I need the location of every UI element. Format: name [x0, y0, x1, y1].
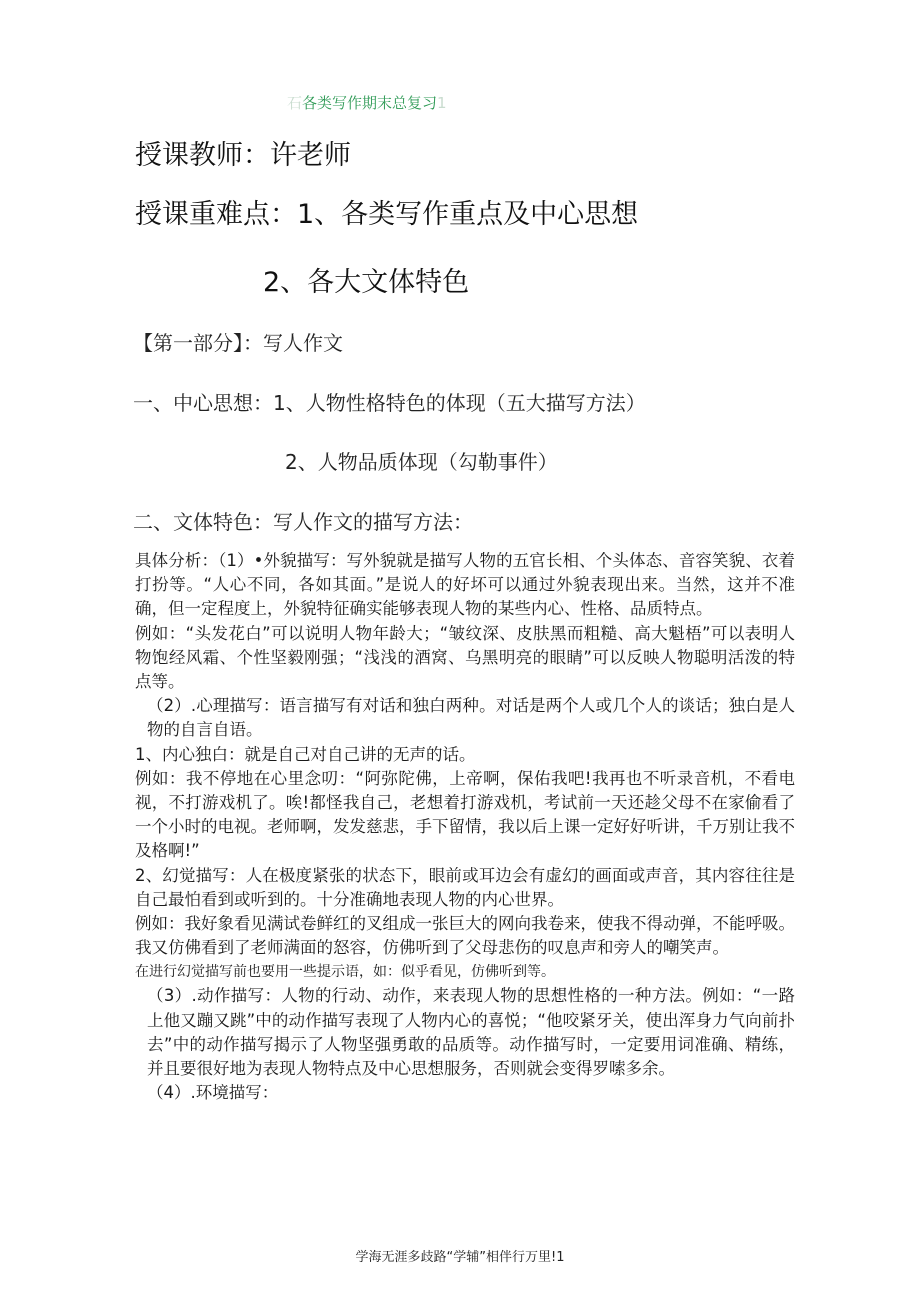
- part-heading: 【第一部分】：写人作文: [133, 331, 343, 355]
- header-ghost-prefix: 石: [287, 94, 303, 112]
- header-ghost-suffix: 1: [437, 94, 447, 112]
- paragraph-environment: （4）.环境描写：: [147, 1083, 279, 1103]
- teacher-line: 授课教师：许老师: [135, 140, 351, 171]
- paragraph-hallucination: 2、幻觉描写：人在极度紧张的状态下，眼前或耳边会有虚幻的画面或声音，其内容往往是自己最怕看到或听到的。十分准确地表现人物的内心世界。: [135, 865, 795, 909]
- focus-line-1: 授课重难点：1、各类写作重点及中心思想: [135, 199, 639, 230]
- paragraph-psychology: （2）.心理描写：语言描写有对话和独白两种。对话是两个人或几个人的谈话；独白是人物的自言自语。: [147, 696, 795, 740]
- section-1-line-2: 2、人物品质体现（勾勒事件）: [285, 450, 558, 474]
- body-text: [135, 549, 795, 1105]
- focus-line-2: 2、各大文体特色: [263, 267, 470, 298]
- paragraph-appearance: 具体分析：（1）•外貌描写：写外貌就是描写人物的五官长相、个头体态、音容笑貌、衣着打扮等。“人心不同，各如其面。”是说人的好坏可以通过外貌表现出来。当然，这并不准确，但一定程度上，外貌特征确实能够表现人物的某些内心、性格、品质特点。: [135, 551, 795, 619]
- document-header: [287, 92, 447, 113]
- section-1-line-1: 一、中心思想：1、人物性格特色的体现（五大描写方法）: [133, 391, 646, 415]
- paragraph-action: （3）.动作描写：人物的行动、动作，来表现人物的思想性格的一种方法。例如：“一路上他又蹦又跳”中的动作描写表现了人物内心的喜悦；“他咬紧牙关，使出浑身力气向前扑去”中的动作描写揭示了人物坚强勇敢的品质等。动作描写时，一定要用词准确、精练，并且要很好地为表现人物特点及中心思想服务，否则就会变得罗嗦多余。: [147, 986, 795, 1079]
- paragraph-appearance-example: 例如：“头发花白”可以说明人物年龄大；“皱纹深、皮肤黑而粗糙、高大魁梧”可以表明人物饱经风霜、个性坚毅刚强；“浅浅的酒窝、乌黑明亮的眼睛”可以反映人物聪明活泼的特点等。: [135, 623, 795, 692]
- section-2-heading: 二、文体特色：写人作文的描写方法：: [133, 510, 473, 534]
- paragraph-inner-monologue: 1、内心独白：就是自己对自己讲的无声的话。: [135, 744, 476, 764]
- page-footer: 学海无涯多歧路“学辅”相伴行万里!1: [355, 1250, 565, 1265]
- paragraph-hallucination-example: 例如：我好象看见满试卷鲜红的叉组成一张巨大的网向我卷来，使我不得动弹，不能呼吸。我又仿佛看到了老师满面的怒容，仿佛听到了父母悲伤的叹息声和旁人的嘲笑声。: [135, 914, 795, 958]
- header-title: 各类写作期末总复习: [302, 94, 438, 112]
- paragraph-hint-words: 在进行幻觉描写前也要用一些提示语，如：似乎看见，仿佛听到等。: [135, 964, 555, 981]
- paragraph-monologue-example: 例如：我不停地在心里念叨：“阿弥陀佛，上帝啊，保佑我吧!我再也不听录音机，不看电视，不打游戏机了。唉!都怪我自己，老想着打游戏机，考试前一天还趁父母不在家偷看了一个小时的电视。老师啊，发发慈悲，手下留情，我以后上课一定好好听讲，千万别让我不及格啊!”: [135, 768, 795, 861]
